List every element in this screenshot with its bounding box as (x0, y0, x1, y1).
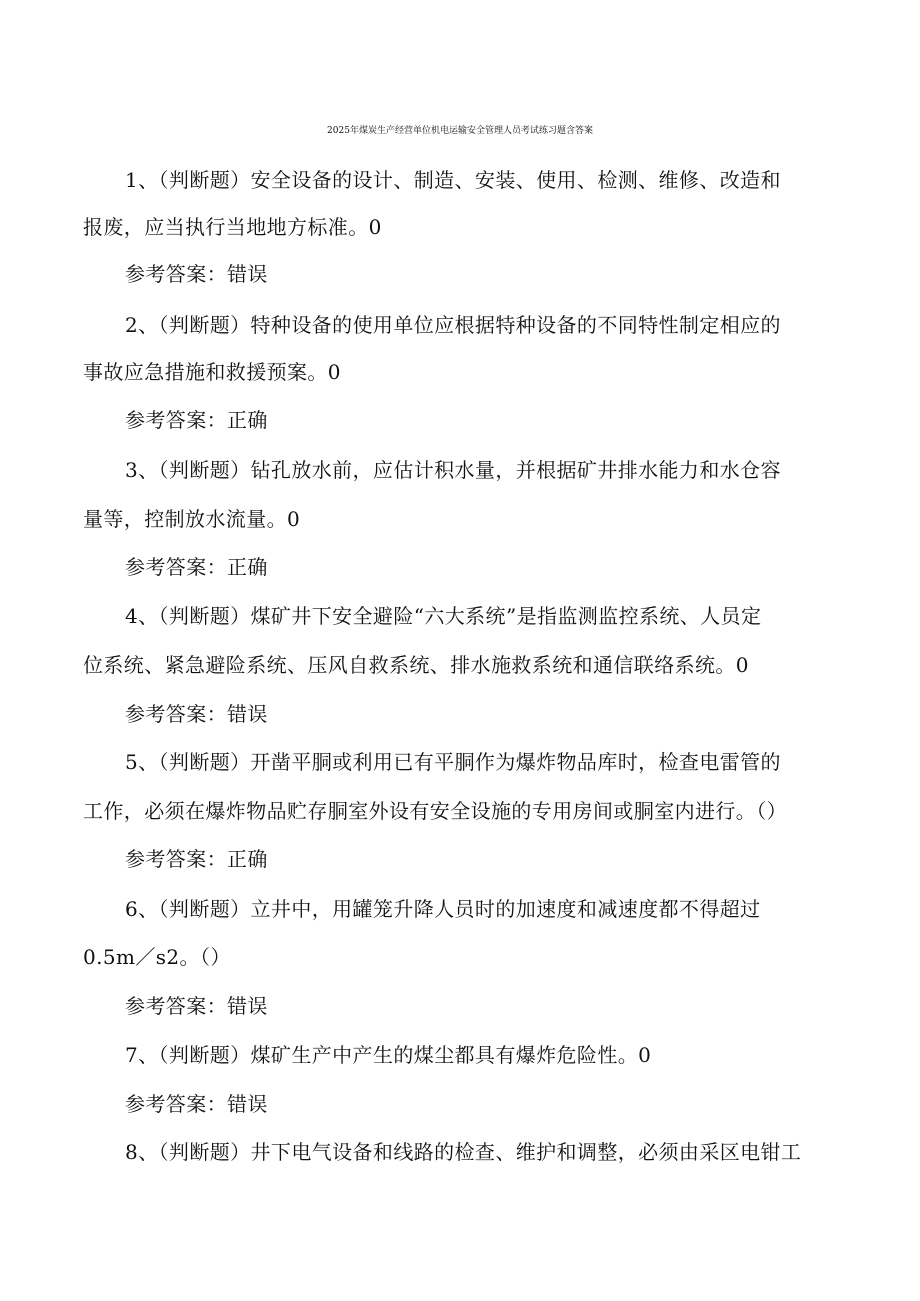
answer-prefix: 参考答案： (125, 1092, 227, 1116)
question-6-answer (125, 992, 268, 1020)
answer-prefix: 参考答案： (125, 555, 227, 579)
question-5-answer (125, 845, 268, 873)
answer-prefix: 参考答案： (125, 408, 227, 432)
question-6-line-2: 0.5m／s2。（） (83, 945, 231, 969)
question-2-answer (125, 406, 268, 434)
question-4-line-2: 位系统、紧急避险系统、压风自救系统、排水施救系统和通信联络系统。0 (83, 653, 749, 677)
question-7-line-1: 7、（判断题）煤矿生产中产生的煤尘都具有爆炸危险性。0 (125, 1043, 652, 1067)
answer-prefix: 参考答案： (125, 702, 227, 726)
question-6-line-1: 6、（判断题）立井中，用罐笼升降人员时的加速度和减速度都不得超过 (125, 897, 761, 921)
question-2-line-2: 事故应急措施和救援预案。0 (83, 360, 341, 384)
answer-prefix: 参考答案： (125, 994, 227, 1018)
question-7-answer (125, 1090, 268, 1118)
answer-value: 错误 (227, 702, 268, 726)
answer-value: 正确 (227, 408, 268, 432)
question-4-answer (125, 700, 268, 728)
answer-value: 正确 (227, 555, 268, 579)
answer-value: 错误 (227, 262, 268, 286)
question-1-line-1: 1、（判断题）安全设备的设计、制造、安装、使用、检测、维修、改造和 (125, 168, 781, 192)
question-3-line-1: 3、（判断题）钻孔放水前，应估计积水量，并根据矿井排水能力和水仓容 (125, 458, 781, 482)
question-3-answer (125, 553, 268, 581)
question-5-line-2: 工作，必须在爆炸物品贮存胴室外设有安全设施的专用房间或胴室内进行。（） (83, 799, 787, 823)
answer-value: 错误 (227, 994, 268, 1018)
question-1-line-2: 报废，应当执行当地地方标准。0 (83, 215, 382, 239)
question-1-answer (125, 260, 268, 288)
question-4-line-1: 4、（判断题）煤矿井下安全避险“六大系统”是指监测监控系统、人员定 (125, 604, 762, 628)
answer-prefix: 参考答案： (125, 262, 227, 286)
question-5-line-1: 5、（判断题）开凿平胴或利用已有平胴作为爆炸物品库时，检查电雷管的 (125, 750, 781, 774)
answer-prefix: 参考答案： (125, 847, 227, 871)
answer-value: 错误 (227, 1092, 268, 1116)
question-3-line-2: 量等，控制放水流量。0 (83, 507, 301, 531)
question-8-line-1: 8、（判断题）井下电气设备和线路的检查、维护和调整，必须由采区电钳工 (125, 1140, 802, 1164)
answer-value: 正确 (227, 847, 268, 871)
document-title: 2025年煤炭生产经营单位机电运输安全管理人员考试练习题含答案 (327, 126, 593, 136)
question-2-line-1: 2、（判断题）特种设备的使用单位应根据特种设备的不同特性制定相应的 (125, 313, 781, 337)
